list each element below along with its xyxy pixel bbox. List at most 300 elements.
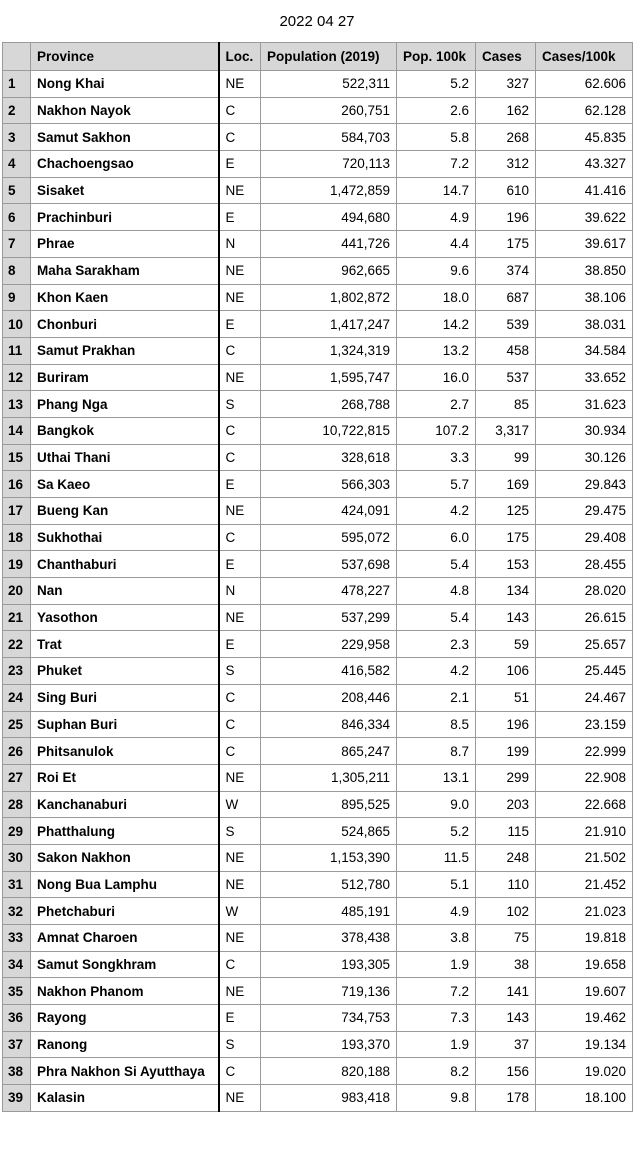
cases: 178 (476, 1085, 536, 1112)
row-index: 38 (3, 1058, 31, 1085)
table-row (3, 978, 633, 1005)
location: E (219, 1005, 261, 1032)
cases-per-100k: 19.020 (536, 1058, 633, 1085)
cases: 106 (476, 658, 536, 685)
cases-per-100k: 62.128 (536, 97, 633, 124)
cases-per-100k: 39.622 (536, 204, 633, 231)
population: 378,438 (261, 925, 397, 952)
population: 734,753 (261, 1005, 397, 1032)
table-row (3, 951, 633, 978)
row-index: 3 (3, 124, 31, 151)
cases-per-100k: 23.159 (536, 711, 633, 738)
pop-100k: 5.4 (397, 604, 476, 631)
location: N (219, 231, 261, 258)
row-index: 28 (3, 791, 31, 818)
table-row (3, 364, 633, 391)
row-index: 27 (3, 764, 31, 791)
province-name: Yasothon (31, 604, 219, 631)
cases-per-100k: 41.416 (536, 177, 633, 204)
population: 1,595,747 (261, 364, 397, 391)
header-location: Loc. (219, 43, 261, 71)
pop-100k: 1.9 (397, 951, 476, 978)
province-name: Phang Nga (31, 391, 219, 418)
population: 1,305,211 (261, 764, 397, 791)
row-index: 10 (3, 311, 31, 338)
row-index: 26 (3, 738, 31, 765)
cases: 141 (476, 978, 536, 1005)
province-name: Chanthaburi (31, 551, 219, 578)
row-index: 36 (3, 1005, 31, 1032)
pop-100k: 7.3 (397, 1005, 476, 1032)
cases: 115 (476, 818, 536, 845)
population: 494,680 (261, 204, 397, 231)
population: 1,472,859 (261, 177, 397, 204)
cases-per-100k: 45.835 (536, 124, 633, 151)
table-row (3, 578, 633, 605)
cases-per-100k: 24.467 (536, 684, 633, 711)
cases: 99 (476, 444, 536, 471)
location: NE (219, 257, 261, 284)
row-index: 21 (3, 604, 31, 631)
province-name: Sukhothai (31, 524, 219, 551)
location: NE (219, 844, 261, 871)
province-name: Bangkok (31, 417, 219, 444)
cases: 374 (476, 257, 536, 284)
table-row (3, 177, 633, 204)
population: 537,299 (261, 604, 397, 631)
location: C (219, 417, 261, 444)
population: 328,618 (261, 444, 397, 471)
cases-per-100k: 19.462 (536, 1005, 633, 1032)
population: 962,665 (261, 257, 397, 284)
pop-100k: 4.8 (397, 578, 476, 605)
pop-100k: 3.8 (397, 925, 476, 952)
pop-100k: 5.7 (397, 471, 476, 498)
location: C (219, 951, 261, 978)
cases-per-100k: 21.452 (536, 871, 633, 898)
cases: 175 (476, 231, 536, 258)
province-name: Nan (31, 578, 219, 605)
location: E (219, 151, 261, 178)
province-name: Ranong (31, 1031, 219, 1058)
province-name: Sisaket (31, 177, 219, 204)
pop-100k: 13.2 (397, 337, 476, 364)
row-index: 19 (3, 551, 31, 578)
cases: 125 (476, 498, 536, 525)
pop-100k: 4.9 (397, 898, 476, 925)
cases: 3,317 (476, 417, 536, 444)
pop-100k: 107.2 (397, 417, 476, 444)
cases-per-100k: 21.023 (536, 898, 633, 925)
province-name: Maha Sarakham (31, 257, 219, 284)
table-row (3, 551, 633, 578)
cases-per-100k: 62.606 (536, 71, 633, 98)
table-row (3, 231, 633, 258)
row-index: 29 (3, 818, 31, 845)
table-row (3, 471, 633, 498)
location: C (219, 124, 261, 151)
province-name: Sa Kaeo (31, 471, 219, 498)
row-index: 14 (3, 417, 31, 444)
cases-per-100k: 31.623 (536, 391, 633, 418)
location: S (219, 391, 261, 418)
pop-100k: 1.9 (397, 1031, 476, 1058)
cases-per-100k: 28.020 (536, 578, 633, 605)
pop-100k: 4.2 (397, 658, 476, 685)
pop-100k: 4.4 (397, 231, 476, 258)
location: W (219, 898, 261, 925)
pop-100k: 14.7 (397, 177, 476, 204)
header-index (3, 43, 31, 71)
header-province: Province (31, 43, 219, 71)
cases: 687 (476, 284, 536, 311)
province-name: Samut Prakhan (31, 337, 219, 364)
cases: 196 (476, 204, 536, 231)
province-name: Chachoengsao (31, 151, 219, 178)
cases: 156 (476, 1058, 536, 1085)
location: E (219, 471, 261, 498)
cases: 134 (476, 578, 536, 605)
population: 719,136 (261, 978, 397, 1005)
population: 895,525 (261, 791, 397, 818)
location: NE (219, 71, 261, 98)
table-row (3, 257, 633, 284)
location: NE (219, 764, 261, 791)
pop-100k: 2.1 (397, 684, 476, 711)
cases-per-100k: 19.658 (536, 951, 633, 978)
population: 595,072 (261, 524, 397, 551)
population: 485,191 (261, 898, 397, 925)
cases: 110 (476, 871, 536, 898)
row-index: 24 (3, 684, 31, 711)
province-name: Buriram (31, 364, 219, 391)
location: C (219, 738, 261, 765)
pop-100k: 5.1 (397, 871, 476, 898)
table-row (3, 124, 633, 151)
cases: 196 (476, 711, 536, 738)
cases-per-100k: 39.617 (536, 231, 633, 258)
population: 584,703 (261, 124, 397, 151)
row-index: 31 (3, 871, 31, 898)
pop-100k: 9.0 (397, 791, 476, 818)
cases: 458 (476, 337, 536, 364)
province-name: Roi Et (31, 764, 219, 791)
table-row (3, 738, 633, 765)
table-row (3, 444, 633, 471)
pop-100k: 9.8 (397, 1085, 476, 1112)
table-row (3, 898, 633, 925)
location: C (219, 1058, 261, 1085)
population: 260,751 (261, 97, 397, 124)
province-name: Phuket (31, 658, 219, 685)
province-name: Nong Khai (31, 71, 219, 98)
cases: 102 (476, 898, 536, 925)
location: C (219, 444, 261, 471)
cases-per-100k: 21.502 (536, 844, 633, 871)
pop-100k: 5.2 (397, 818, 476, 845)
population: 846,334 (261, 711, 397, 738)
province-name: Phra Nakhon Si Ayutthaya (31, 1058, 219, 1085)
table-row (3, 284, 633, 311)
province-name: Chonburi (31, 311, 219, 338)
cases-per-100k: 30.934 (536, 417, 633, 444)
cases: 162 (476, 97, 536, 124)
table-row (3, 311, 633, 338)
header-pop-100k: Pop. 100k (397, 43, 476, 71)
pop-100k: 8.7 (397, 738, 476, 765)
province-name: Sing Buri (31, 684, 219, 711)
population: 1,153,390 (261, 844, 397, 871)
province-name: Phatthalung (31, 818, 219, 845)
row-index: 11 (3, 337, 31, 364)
population: 820,188 (261, 1058, 397, 1085)
province-name: Uthai Thani (31, 444, 219, 471)
province-name: Phrae (31, 231, 219, 258)
province-name: Amnat Charoen (31, 925, 219, 952)
row-index: 12 (3, 364, 31, 391)
province-name: Phitsanulok (31, 738, 219, 765)
table-row (3, 337, 633, 364)
location: C (219, 97, 261, 124)
cases: 537 (476, 364, 536, 391)
table-row (3, 151, 633, 178)
row-index: 22 (3, 631, 31, 658)
location: C (219, 684, 261, 711)
row-index: 17 (3, 498, 31, 525)
row-index: 23 (3, 658, 31, 685)
cases: 51 (476, 684, 536, 711)
table-row (3, 1058, 633, 1085)
location: E (219, 551, 261, 578)
population: 10,722,815 (261, 417, 397, 444)
header-cases-per-100k: Cases/100k (536, 43, 633, 71)
location: C (219, 524, 261, 551)
cases: 299 (476, 764, 536, 791)
population: 208,446 (261, 684, 397, 711)
cases: 143 (476, 1005, 536, 1032)
cases-per-100k: 22.908 (536, 764, 633, 791)
location: C (219, 337, 261, 364)
row-index: 13 (3, 391, 31, 418)
population: 537,698 (261, 551, 397, 578)
row-index: 2 (3, 97, 31, 124)
table-row (3, 71, 633, 98)
population: 193,370 (261, 1031, 397, 1058)
cases: 312 (476, 151, 536, 178)
cases-per-100k: 26.615 (536, 604, 633, 631)
cases-per-100k: 21.910 (536, 818, 633, 845)
province-name: Khon Kaen (31, 284, 219, 311)
row-index: 5 (3, 177, 31, 204)
pop-100k: 5.2 (397, 71, 476, 98)
cases: 85 (476, 391, 536, 418)
pop-100k: 5.4 (397, 551, 476, 578)
location: NE (219, 284, 261, 311)
population: 720,113 (261, 151, 397, 178)
cases-per-100k: 19.607 (536, 978, 633, 1005)
row-index: 8 (3, 257, 31, 284)
population: 522,311 (261, 71, 397, 98)
row-index: 7 (3, 231, 31, 258)
row-index: 15 (3, 444, 31, 471)
row-index: 39 (3, 1085, 31, 1112)
table-row (3, 684, 633, 711)
cases: 610 (476, 177, 536, 204)
cases: 153 (476, 551, 536, 578)
location: NE (219, 364, 261, 391)
province-name: Samut Sakhon (31, 124, 219, 151)
table-row (3, 604, 633, 631)
population: 268,788 (261, 391, 397, 418)
pop-100k: 2.6 (397, 97, 476, 124)
cases-per-100k: 29.408 (536, 524, 633, 551)
table-row (3, 871, 633, 898)
table-row (3, 1005, 633, 1032)
population: 478,227 (261, 578, 397, 605)
cases: 539 (476, 311, 536, 338)
row-index: 16 (3, 471, 31, 498)
location: NE (219, 978, 261, 1005)
pop-100k: 18.0 (397, 284, 476, 311)
pop-100k: 6.0 (397, 524, 476, 551)
location: W (219, 791, 261, 818)
pop-100k: 3.3 (397, 444, 476, 471)
table-row (3, 97, 633, 124)
population: 566,303 (261, 471, 397, 498)
table-body (3, 71, 633, 1112)
table-row (3, 1085, 633, 1112)
location: S (219, 818, 261, 845)
pop-100k: 13.1 (397, 764, 476, 791)
cases: 248 (476, 844, 536, 871)
pop-100k: 4.2 (397, 498, 476, 525)
cases-per-100k: 19.134 (536, 1031, 633, 1058)
cases-per-100k: 38.106 (536, 284, 633, 311)
province-name: Kalasin (31, 1085, 219, 1112)
cases: 327 (476, 71, 536, 98)
pop-100k: 4.9 (397, 204, 476, 231)
pop-100k: 8.5 (397, 711, 476, 738)
cases-per-100k: 43.327 (536, 151, 633, 178)
table-row (3, 498, 633, 525)
population: 1,802,872 (261, 284, 397, 311)
row-index: 1 (3, 71, 31, 98)
population: 424,091 (261, 498, 397, 525)
province-table (2, 42, 633, 1112)
province-name: Nakhon Nayok (31, 97, 219, 124)
cases-per-100k: 25.445 (536, 658, 633, 685)
table-row (3, 658, 633, 685)
row-index: 30 (3, 844, 31, 871)
population: 524,865 (261, 818, 397, 845)
pop-100k: 5.8 (397, 124, 476, 151)
pop-100k: 16.0 (397, 364, 476, 391)
location: NE (219, 925, 261, 952)
province-name: Kanchanaburi (31, 791, 219, 818)
cases: 143 (476, 604, 536, 631)
cases-per-100k: 34.584 (536, 337, 633, 364)
location: S (219, 1031, 261, 1058)
pop-100k: 8.2 (397, 1058, 476, 1085)
row-index: 6 (3, 204, 31, 231)
row-index: 20 (3, 578, 31, 605)
province-name: Phetchaburi (31, 898, 219, 925)
cases-per-100k: 19.818 (536, 925, 633, 952)
table-row (3, 925, 633, 952)
population: 1,417,247 (261, 311, 397, 338)
province-name: Rayong (31, 1005, 219, 1032)
row-index: 9 (3, 284, 31, 311)
province-name: Sakon Nakhon (31, 844, 219, 871)
cases: 199 (476, 738, 536, 765)
table-row (3, 844, 633, 871)
location: S (219, 658, 261, 685)
table-row (3, 631, 633, 658)
province-name: Samut Songkhram (31, 951, 219, 978)
table-row (3, 711, 633, 738)
pop-100k: 9.6 (397, 257, 476, 284)
cases: 268 (476, 124, 536, 151)
header-population: Population (2019) (261, 43, 397, 71)
row-index: 37 (3, 1031, 31, 1058)
table-row (3, 764, 633, 791)
population: 865,247 (261, 738, 397, 765)
cases: 175 (476, 524, 536, 551)
row-index: 25 (3, 711, 31, 738)
row-index: 35 (3, 978, 31, 1005)
table-row (3, 417, 633, 444)
province-name: Trat (31, 631, 219, 658)
location: NE (219, 871, 261, 898)
table-row (3, 524, 633, 551)
row-index: 4 (3, 151, 31, 178)
pop-100k: 2.7 (397, 391, 476, 418)
header-cases: Cases (476, 43, 536, 71)
pop-100k: 11.5 (397, 844, 476, 871)
pop-100k: 14.2 (397, 311, 476, 338)
cases: 75 (476, 925, 536, 952)
pop-100k: 7.2 (397, 978, 476, 1005)
location: E (219, 204, 261, 231)
province-name: Nakhon Phanom (31, 978, 219, 1005)
cases: 59 (476, 631, 536, 658)
cases: 37 (476, 1031, 536, 1058)
location: NE (219, 177, 261, 204)
cases-per-100k: 29.475 (536, 498, 633, 525)
table-row (3, 818, 633, 845)
table-header-row (3, 43, 633, 71)
population: 416,582 (261, 658, 397, 685)
location: NE (219, 1085, 261, 1112)
table-row (3, 1031, 633, 1058)
pop-100k: 2.3 (397, 631, 476, 658)
location: C (219, 711, 261, 738)
cases-per-100k: 30.126 (536, 444, 633, 471)
row-index: 32 (3, 898, 31, 925)
cases-per-100k: 38.031 (536, 311, 633, 338)
province-name: Nong Bua Lamphu (31, 871, 219, 898)
cases-per-100k: 28.455 (536, 551, 633, 578)
population: 193,305 (261, 951, 397, 978)
cases-per-100k: 22.999 (536, 738, 633, 765)
row-index: 34 (3, 951, 31, 978)
population: 441,726 (261, 231, 397, 258)
population: 1,324,319 (261, 337, 397, 364)
row-index: 18 (3, 524, 31, 551)
cases-per-100k: 33.652 (536, 364, 633, 391)
row-index: 33 (3, 925, 31, 952)
cases-per-100k: 22.668 (536, 791, 633, 818)
